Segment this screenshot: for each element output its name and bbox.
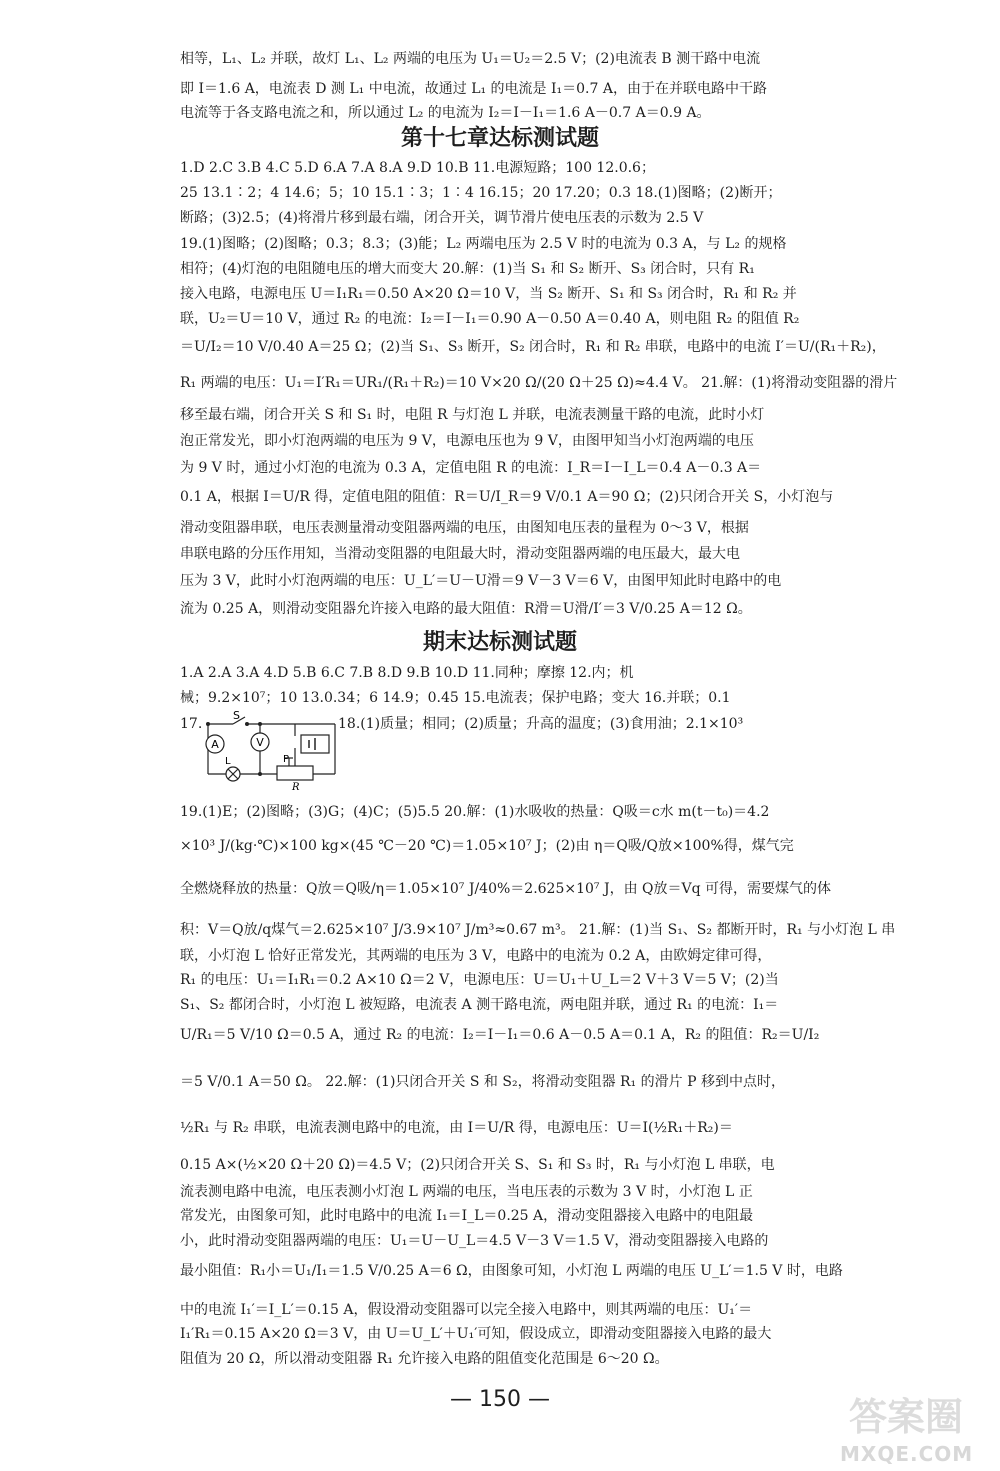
- text-line: 断路；(3)2.5；(4)将滑片移到最右端，闭合开关，调节滑片使电压表的示数为 2.5 V: [180, 210, 704, 226]
- ammeter-label: A: [211, 738, 219, 751]
- text-line: 相符；(4)灯泡的电阻随电压的增大而变大 20.解：(1)当 S₁ 和 S₂ 断开、S₃ 闭合时，只有 R₁: [180, 261, 755, 277]
- watermark-url: MXQE.COM: [840, 1442, 974, 1466]
- item-18-answer: 18.(1)质量；相同；(2)质量；升高的温度；(3)食用油；2.1×10³: [338, 716, 744, 732]
- text-line: 移至最右端，闭合开关 S 和 S₁ 时，电阻 R 与灯泡 L 并联，电流表测量干路的电流，此时小灯: [180, 407, 765, 423]
- text-line: 小，此时滑动变阻器两端的电压：U₁＝U－U_L＝4.5 V－3 V＝1.5 V，滑动变阻器接入电路的: [180, 1233, 769, 1249]
- rheostat-label: R: [292, 782, 300, 793]
- page-number: — 150 —: [450, 1387, 550, 1412]
- circuit-diagram: [205, 709, 340, 793]
- text-line: 0.15 A×(½×20 Ω＋20 Ω)＝4.5 V；(2)只闭合开关 S、S₁ 和 S₃ 时，R₁ 与小灯泡 L 串联，电: [180, 1157, 775, 1173]
- voltmeter-icon: [251, 733, 269, 751]
- text-line: 接入电路，电源电压 U＝I₁R₁＝0.50 A×20 Ω＝10 V，当 S₂ 断开、S₁ 和 S₃ 闭合时，R₁ 和 R₂ 并: [180, 286, 797, 302]
- battery-icon: [309, 738, 315, 750]
- text-line: 常发光，由图象可知，此时电路中的电流 I₁＝I_L＝0.25 A，滑动变阻器接入电路中的电阻最: [180, 1208, 754, 1224]
- text-line: 1.D 2.C 3.B 4.C 5.D 6.A 7.A 8.A 9.D 10.B 11.电源短路；100 12.0.6；: [180, 160, 655, 176]
- text-line: 联，U₂＝U＝10 V，通过 R₂ 的电流：I₂＝I－I₁＝0.90 A－0.50 A＝0.40 A，则电阻 R₂ 的阻值 R₂: [180, 311, 800, 327]
- text-line: 滑动变阻器串联，电压表测量滑动变阻器两端的电压，由图知电压表的量程为 0～3 V，根据: [180, 520, 749, 536]
- text-line: ＝5 V/0.1 A＝50 Ω。 22.解：(1)只闭合开关 S 和 S₂，将滑动变阻器 R₁ 的滑片 P 移到中点时，: [180, 1074, 785, 1090]
- text-line: 联，小灯泡 L 恰好正常发光，其两端的电压为 3 V，电路中的电流为 0.2 A，由欧姆定律可得，: [180, 948, 772, 964]
- text-line: 最小阻值：R₁小＝U₁/I₁＝1.5 V/0.25 A＝6 Ω，由图象可知，小灯泡 L 两端的电压 U_L′＝1.5 V 时，电路: [180, 1263, 843, 1279]
- text-line: 中的电流 I₁′＝I_L′＝0.15 A，假设滑动变阻器可以完全接入电路中，则其两端的电压：U₁′＝: [180, 1302, 753, 1318]
- text-line: 即 I＝1.6 A，电流表 D 测 L₁ 中电流，故通过 L₁ 的电流是 I₁＝0.7 A，由于在并联电路中干路: [180, 81, 767, 97]
- text-line: 械；9.2×10⁷；10 13.0.34；6 14.9；0.45 15.电流表；保护电路；变大 16.并联；0.1: [180, 690, 731, 706]
- text-line: 1.A 2.A 3.A 4.D 5.B 6.C 7.B 8.D 9.B 10.D 11.同种；摩擦 12.内；机: [180, 665, 634, 681]
- item-17-number: 17.: [180, 716, 203, 732]
- text-line: ＝U/I₂＝10 V/0.40 A＝25 Ω；(2)当 S₁、S₃ 断开，S₂ 闭合时，R₁ 和 R₂ 串联，电路中的电流 I′＝U/(R₁＋R₂)，: [180, 339, 886, 355]
- lamp-label: L: [225, 756, 231, 767]
- text-line: 19.(1)图略；(2)图略；0.3；8.3；(3)能；L₂ 两端电压为 2.5 V 时的电流为 0.3 A，与 L₂ 的规格: [180, 236, 787, 252]
- text-line: U/R₁＝5 V/10 Ω＝0.5 A，通过 R₂ 的电流：I₂＝I－I₁＝0.6 A－0.5 A＝0.1 A，R₂ 的阻值：R₂＝U/I₂: [180, 1027, 820, 1043]
- text-line: 流表测电路中电流，电压表测小灯泡 L 两端的电压，当电压表的示数为 3 V 时，小灯泡 L 正: [180, 1184, 753, 1200]
- section-heading-final-exam: 期末达标测试题: [422, 630, 577, 655]
- text-line: 流为 0.25 A，则滑动变阻器允许接入电路的最大阻值：R滑＝U滑/I′＝3 V/0.25 A＝12 Ω。: [180, 601, 752, 617]
- ammeter-icon: [206, 735, 224, 753]
- text-line: 电流等于各支路电流之和，所以通过 L₂ 的电流为 I₂＝I－I₁＝1.6 A－0.7 A＝0.9 A。: [180, 105, 711, 121]
- text-line: R₁ 的电压：U₁＝I₁R₁＝0.2 A×10 Ω＝2 V，电源电压：U＝U₁＋U_L＝2 V＋3 V＝5 V；(2)当: [180, 972, 779, 988]
- switch-label: S: [233, 709, 240, 722]
- text-line: S₁、S₂ 都闭合时，小灯泡 L 被短路，电流表 A 测干路电流，两电阻并联，通过 R₁ 的电流：I₁＝: [180, 997, 779, 1013]
- text-line: 压为 3 V，此时小灯泡两端的电压：U_L′＝U－U滑＝9 V－3 V＝6 V，由图甲知此时电路中的电: [180, 573, 782, 589]
- voltmeter-label: V: [256, 736, 264, 749]
- lamp-icon: [226, 767, 240, 781]
- text-line: 阻值为 20 Ω，所以滑动变阻器 R₁ 允许接入电路的阻值变化范围是 6～20 Ω。: [180, 1351, 669, 1367]
- text-line: 相等，L₁、L₂ 并联，故灯 L₁、L₂ 两端的电压为 U₁＝U₂＝2.5 V；(2)电流表 B 测干路中电流: [180, 51, 761, 67]
- section-heading-chapter17: 第十七章达标测试题: [400, 126, 599, 151]
- text-line: R₁ 两端的电压：U₁＝I′R₁＝UR₁/(R₁＋R₂)＝10 V×20 Ω/(20 Ω＋25 Ω)≈4.4 V。 21.解：(1)将滑动变阻器的滑片: [180, 375, 898, 391]
- text-line: 为 9 V 时，通过小灯泡的电流为 0.3 A，定值电阻 R 的电流：I_R＝I－I_L＝0.4 A－0.3 A＝: [180, 460, 762, 476]
- watermark-logo: [845, 1390, 995, 1440]
- text-line: 全燃烧释放的热量：Q放＝Q吸/η＝1.05×10⁷ J/40%＝2.625×10⁷ J，由 Q放＝Vq 可得，需要煤气的体: [180, 881, 832, 897]
- text-line: 泡正常发光，即小灯泡两端的电压为 9 V，电源电压也为 9 V，由图甲知当小灯泡两端的电压: [180, 433, 754, 449]
- text-line: 串联电路的分压作用知，当滑动变阻器的电阻最大时，滑动变阻器两端的电压最大，最大电: [180, 546, 740, 562]
- watermark-logo-text: 答案圈: [849, 1395, 964, 1439]
- text-line: 25 13.1∶2；4 14.6；5；10 15.1∶3；1∶4 16.15；20 17.20；0.3 18.(1)图略；(2)断开；: [180, 185, 782, 201]
- text-line: ½R₁ 与 R₂ 串联，电流表测电路中的电流，由 I＝U/R 得，电源电压：U＝I(½R₁＋R₂)＝: [180, 1120, 733, 1136]
- slider-label: P: [283, 754, 290, 765]
- text-line: 19.(1)E；(2)图略；(3)G；(4)C；(5)5.5 20.解：(1)水吸收的热量：Q吸＝c水 m(t－t₀)＝4.2: [180, 804, 770, 820]
- text-line: 积：V＝Q放/q煤气＝2.625×10⁷ J/3.9×10⁷ J/m³≈0.67 m³。 21.解：(1)当 S₁、S₂ 都断开时，R₁ 与小灯泡 L 串: [180, 922, 896, 938]
- text-line: I₁′R₁＝0.15 A×20 Ω＝3 V，由 U＝U_L′＋U₁′可知，假设成立，即滑动变阻器接入电路的最大: [180, 1326, 772, 1342]
- text-line: ×10³ J/(kg·℃)×100 kg×(45 ℃－20 ℃)＝1.05×10⁷ J；(2)由 η＝Q吸/Q放×100%得，煤气完: [180, 838, 794, 854]
- text-line: 0.1 A，根据 I＝U/R 得，定值电阻的阻值：R＝U/I_R＝9 V/0.1 A＝90 Ω；(2)只闭合开关 S，小灯泡与: [180, 489, 834, 505]
